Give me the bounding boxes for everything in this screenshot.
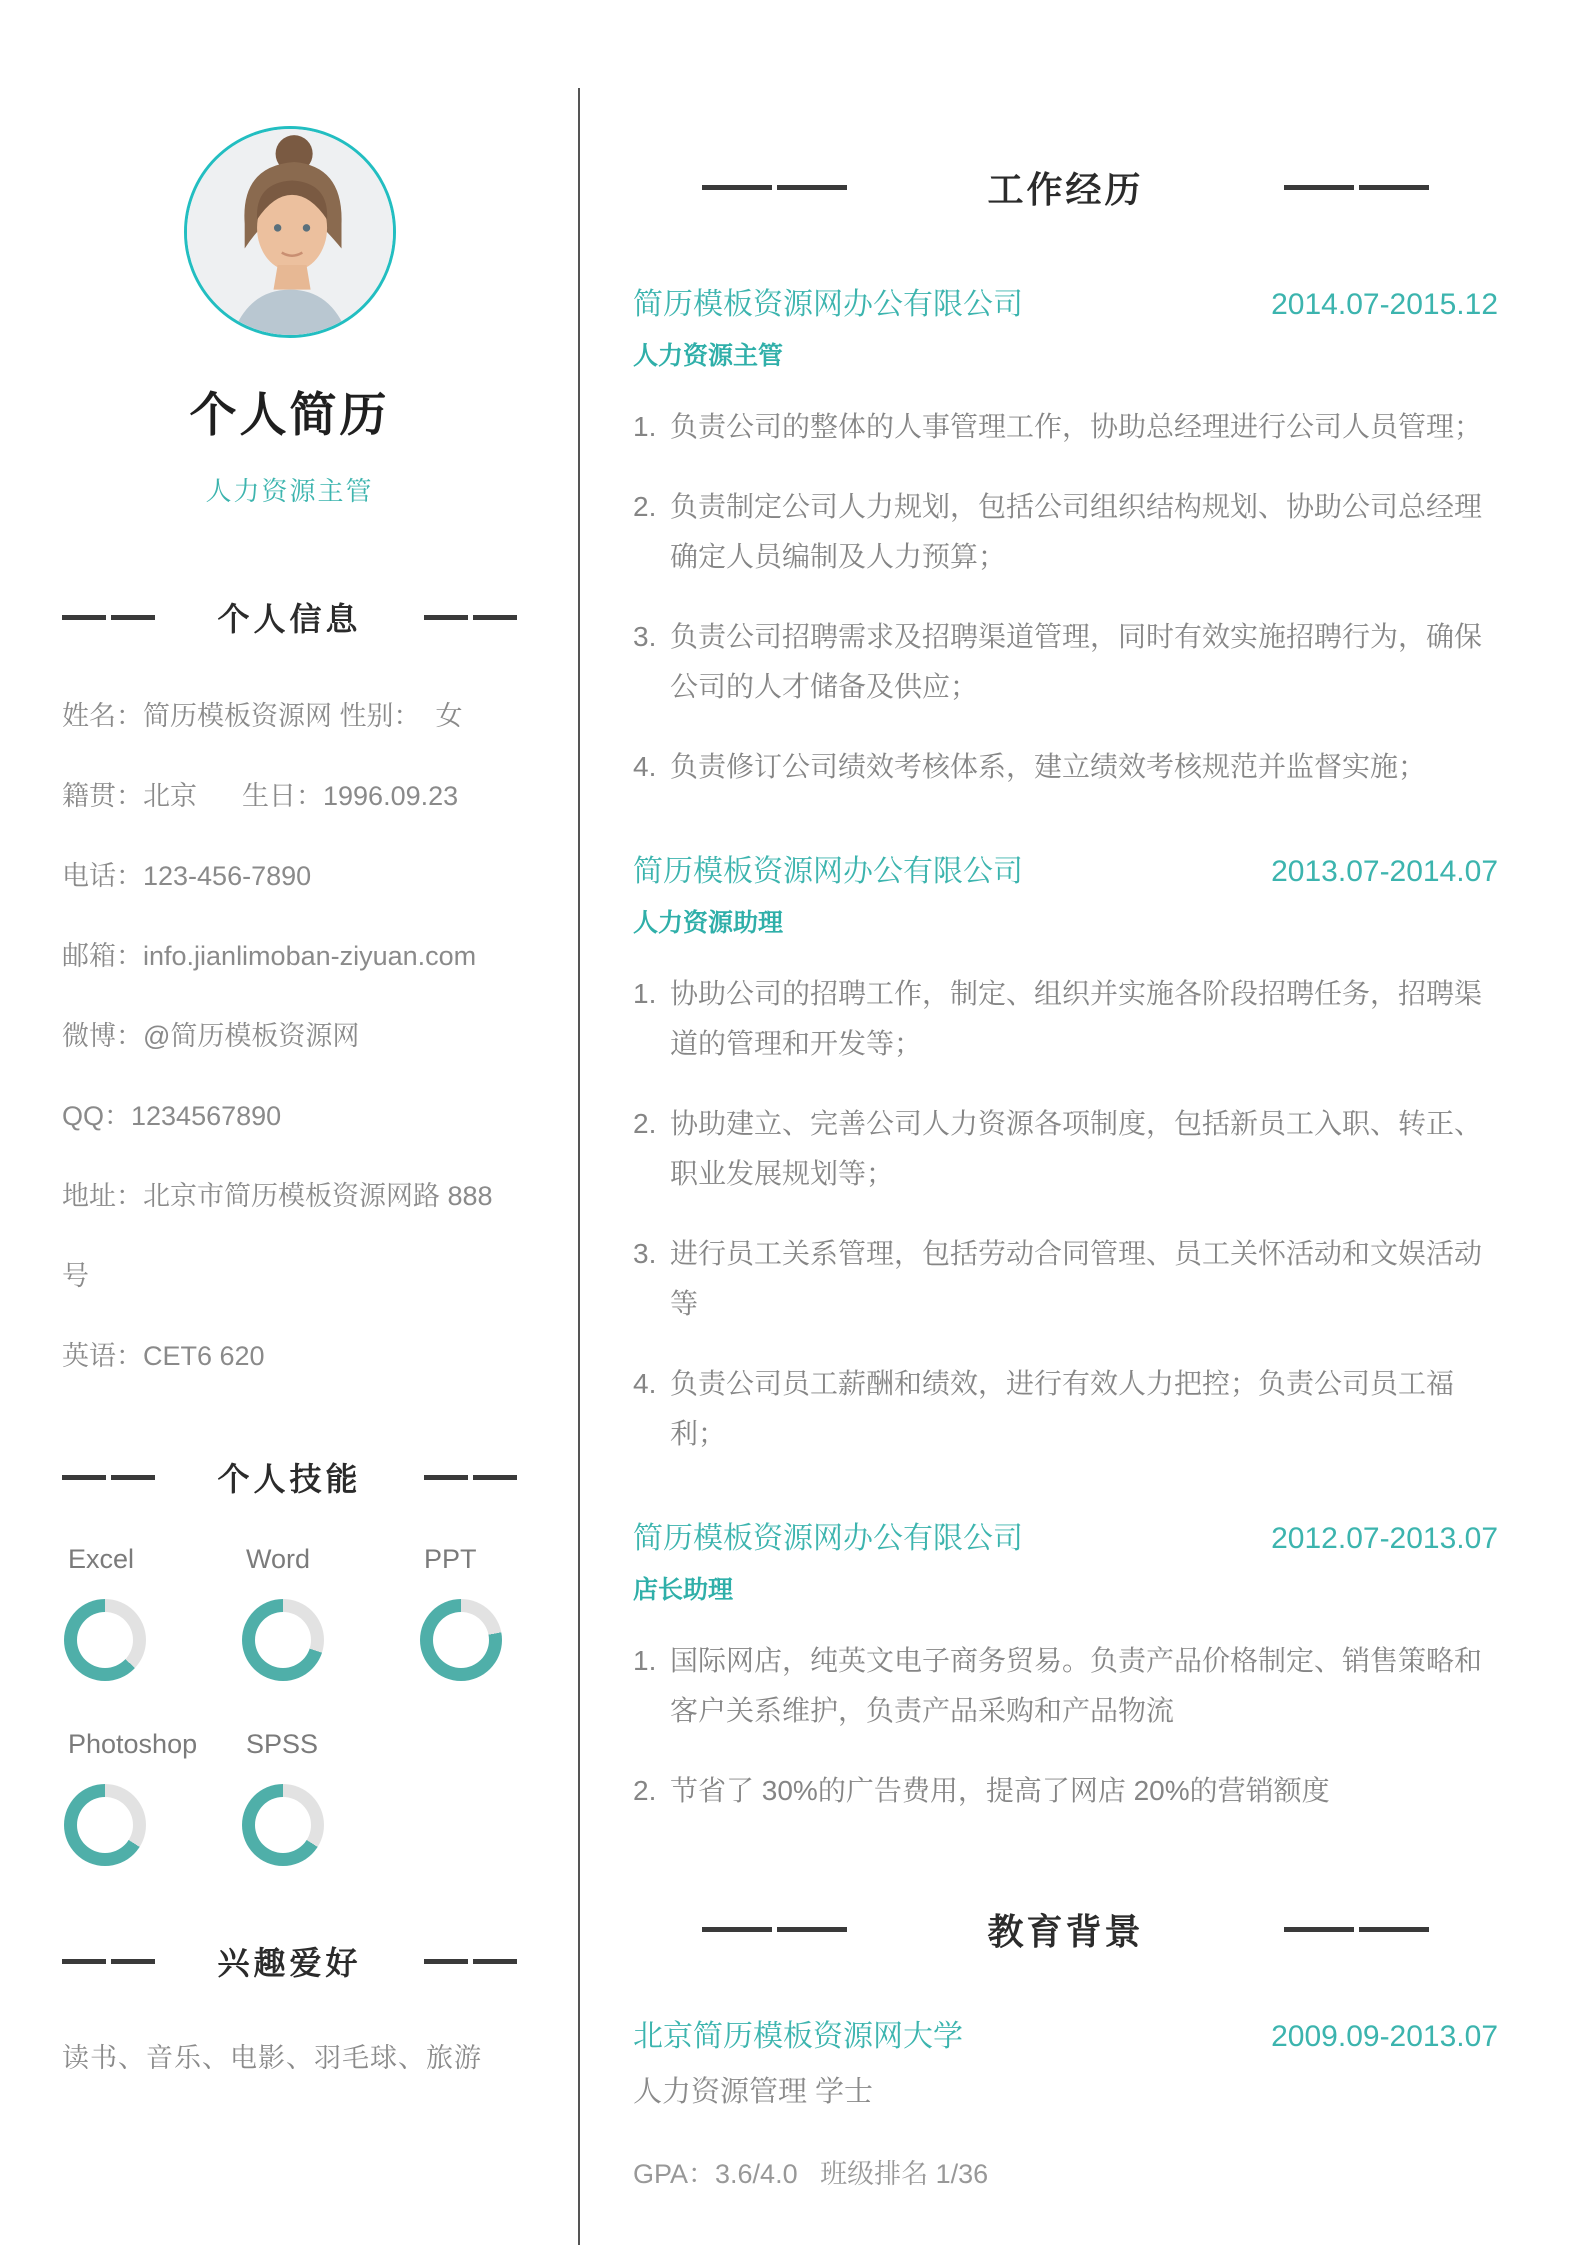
info-row-qq: QQ：1234567890 <box>62 1101 282 1131</box>
skill-donut-chart <box>64 1599 146 1681</box>
job-bullet <box>633 1359 1498 1459</box>
job-role: 人力资源助理 <box>633 909 784 937</box>
info-row-email: 邮箱：info.jianlimoban-ziyuan.com <box>62 941 477 971</box>
header-dash-left <box>62 1475 155 1480</box>
bullet-text: 节省了 30%的广告费用，提高了网店 20%的营销额度 <box>670 1775 1330 1806</box>
school-row <box>633 2011 1498 2055</box>
skill-label: Photoshop <box>68 1729 198 1759</box>
gpa: GPA：3.6/4.0 班级排名 1/36 <box>633 2159 989 2189</box>
section-header-work-experience <box>633 162 1498 213</box>
bullet-text: 协助建立、完善公司人力资源各项制度，包括新员工入职、转正、职业发展规划等； <box>670 1108 1483 1189</box>
education-entry <box>633 2011 1498 2191</box>
job-role: 店长助理 <box>633 1576 734 1604</box>
bullet-text: 负责修订公司绩效考核体系，建立绩效考核规范并监督实施； <box>670 751 1427 782</box>
skill-item-word <box>240 1544 418 1681</box>
skill-label: Word <box>246 1544 311 1574</box>
work-experience-list <box>633 279 1498 1816</box>
skill-item-spss <box>240 1729 418 1866</box>
job-entry <box>633 1513 1498 1816</box>
header-dash-right <box>1284 185 1429 190</box>
skill-donut-chart <box>420 1599 502 1681</box>
header-dash-left <box>702 185 847 190</box>
school-name: 北京简历模板资源网大学 <box>633 2020 963 2053</box>
job-bullet <box>633 1099 1498 1199</box>
info-row-phone: 电话：123-456-7890 <box>62 861 312 891</box>
header-dash-right <box>424 1475 517 1480</box>
info-row-origin-birthday: 籍贯：北京 生日：1996.09.23 <box>62 781 459 811</box>
skill-label: Excel <box>68 1544 135 1574</box>
personal-info-title: 个人信息 <box>217 601 362 637</box>
job-role: 人力资源主管 <box>633 342 784 370</box>
bullet-text: 协助公司的招聘工作，制定、组织并实施各阶段招聘任务，招聘渠道的管理和开发等； <box>670 978 1483 1059</box>
work-experience-title: 工作经历 <box>987 169 1144 210</box>
company-name: 简历模板资源网办公有限公司 <box>633 288 1023 321</box>
column-divider <box>578 88 580 2245</box>
degree: 人力资源管理 学士 <box>633 2076 874 2108</box>
sidebar <box>0 0 579 2245</box>
skill-item-ppt <box>418 1544 596 1681</box>
job-bullet-list <box>633 969 1498 1459</box>
company-row <box>633 1513 1498 1557</box>
job-bullet <box>633 1636 1498 1736</box>
avatar-illustration <box>187 129 393 335</box>
skill-donut-chart <box>64 1784 146 1866</box>
target-position: 人力资源主管 <box>205 476 374 506</box>
skill-donut-chart <box>242 1784 324 1866</box>
job-bullet <box>633 612 1498 712</box>
header-dash-left <box>62 615 155 620</box>
section-header-personal-info <box>62 594 517 640</box>
skills-grid <box>62 1544 517 1866</box>
company-name: 简历模板资源网办公有限公司 <box>633 1522 1023 1555</box>
bullet-text: 负责公司的整体的人事管理工作，协助总经理进行公司人员管理； <box>670 411 1483 442</box>
bullet-text: 负责公司员工薪酬和绩效，进行有效人力把控；负责公司员工福利； <box>670 1368 1455 1449</box>
info-row-name-gender: 姓名：简历模板资源网 性别： 女 <box>62 701 463 731</box>
job-bullet <box>633 969 1498 1069</box>
info-row-weibo: 微博：@简历模板资源网 <box>62 1021 360 1051</box>
section-header-hobbies <box>62 1938 517 1984</box>
skill-label: SPSS <box>246 1729 319 1759</box>
job-entry <box>633 279 1498 792</box>
bullet-text: 负责制定公司人力规划，包括公司组织结构规划、协助公司总经理确定人员编制及人力预算； <box>670 491 1483 572</box>
job-date: 2013.07-2014.07 <box>1271 855 1498 888</box>
company-row <box>633 846 1498 890</box>
job-bullet-list <box>633 402 1498 792</box>
header-dash-right <box>1284 1927 1429 1932</box>
job-date: 2012.07-2013.07 <box>1271 1522 1498 1555</box>
header-dash-right <box>424 615 517 620</box>
bullet-text: 国际网店，纯英文电子商务贸易。负责产品价格制定、销售策略和客户关系维护，负责产品采购和产品物流 <box>670 1645 1483 1726</box>
skill-item-excel <box>62 1544 240 1681</box>
bullet-text: 进行员工关系管理，包括劳动合同管理、员工关怀活动和文娱活动等 <box>670 1238 1483 1319</box>
job-bullet <box>633 402 1498 452</box>
main-content <box>579 0 1586 2245</box>
hobbies-text: 读书、音乐、电影、羽毛球、旅游 <box>62 2043 482 2073</box>
profile-photo <box>184 126 396 338</box>
job-entry <box>633 846 1498 1459</box>
resume-title: 个人简历 <box>189 388 390 441</box>
company-name: 简历模板资源网办公有限公司 <box>633 855 1023 888</box>
skills-title: 个人技能 <box>217 1461 362 1497</box>
info-row-address: 地址：北京市简历模板资源网路 888 号 <box>62 1181 501 1291</box>
job-bullet <box>633 1766 1498 1816</box>
personal-info-list <box>62 676 517 1396</box>
skill-item-photoshop <box>62 1729 240 1866</box>
job-date: 2014.07-2015.12 <box>1271 288 1498 321</box>
section-header-education <box>633 1904 1498 1955</box>
bullet-text: 负责公司招聘需求及招聘渠道管理，同时有效实施招聘行为，确保公司的人才储备及供应； <box>670 621 1483 702</box>
education-date: 2009.09-2013.07 <box>1271 2020 1498 2053</box>
job-bullet-list <box>633 1636 1498 1816</box>
header-dash-left <box>62 1959 155 1964</box>
job-bullet <box>633 482 1498 582</box>
hobbies-title: 兴趣爱好 <box>217 1945 362 1981</box>
company-row <box>633 279 1498 323</box>
skill-label: PPT <box>424 1544 477 1574</box>
header-dash-right <box>424 1959 517 1964</box>
header-dash-left <box>702 1927 847 1932</box>
education-title: 教育背景 <box>987 1911 1144 1952</box>
info-row-english: 英语：CET6 620 <box>62 1341 265 1371</box>
job-bullet <box>633 1229 1498 1329</box>
section-header-skills <box>62 1454 517 1500</box>
job-bullet <box>633 742 1498 792</box>
skill-donut-chart <box>242 1599 324 1681</box>
